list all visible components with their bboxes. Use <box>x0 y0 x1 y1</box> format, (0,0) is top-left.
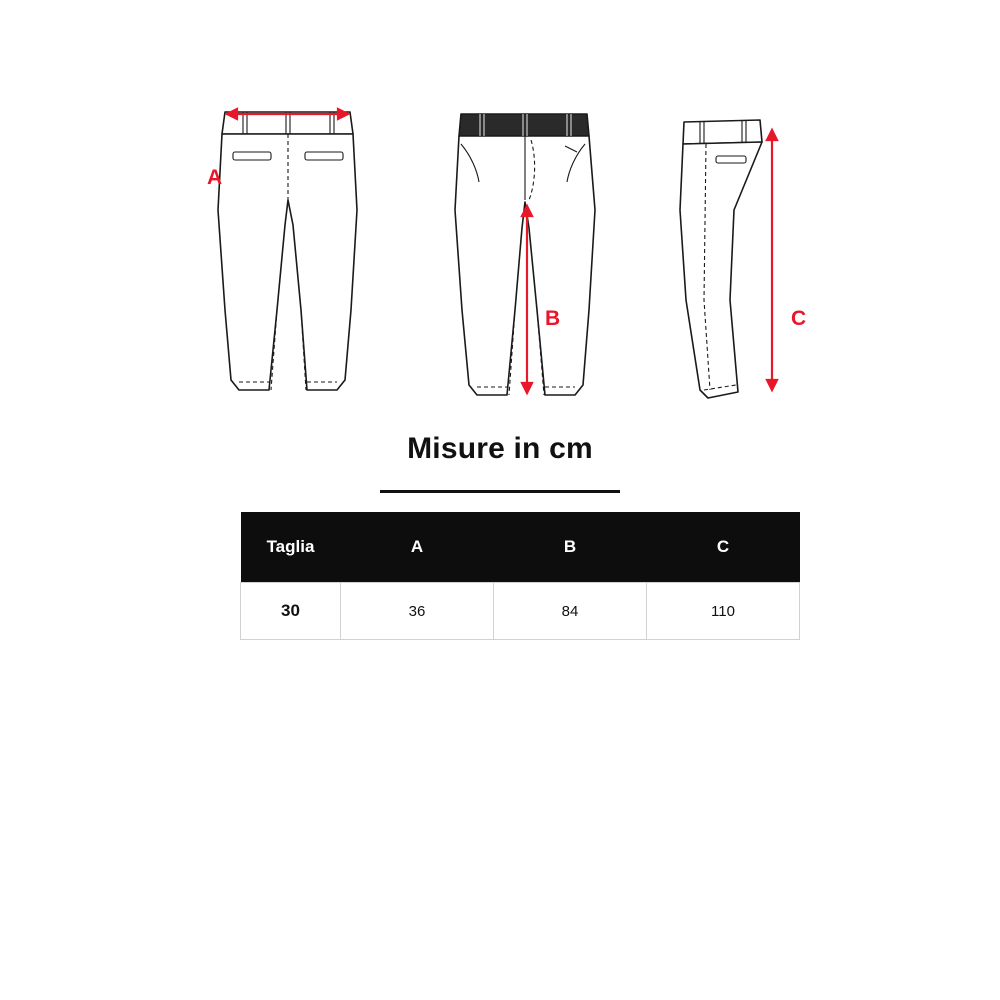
size-table-container <box>240 512 800 640</box>
cell-c: 110 <box>647 583 800 640</box>
cell-a: 36 <box>341 583 494 640</box>
trousers-front-view <box>425 60 655 420</box>
measure-label-a: A <box>207 166 223 189</box>
header-b: B <box>494 512 647 583</box>
header-size: Taglia <box>241 512 341 583</box>
trousers-back-view <box>185 60 415 420</box>
table-row <box>241 583 800 640</box>
size-table-body <box>241 583 800 640</box>
table-header-row <box>241 512 800 583</box>
size-table-head <box>241 512 800 583</box>
trousers-side-view <box>660 60 890 420</box>
garment-diagrams <box>0 60 1000 420</box>
cell-size: 30 <box>241 583 341 640</box>
measure-label-c: C <box>791 307 807 330</box>
measure-label-b: B <box>545 307 561 330</box>
size-table <box>240 512 800 640</box>
header-c: C <box>647 512 800 583</box>
chart-title-block <box>0 432 1000 493</box>
cell-b: 84 <box>494 583 647 640</box>
title-divider <box>380 490 620 493</box>
header-a: A <box>341 512 494 583</box>
page-title: Misure in cm <box>407 432 593 465</box>
